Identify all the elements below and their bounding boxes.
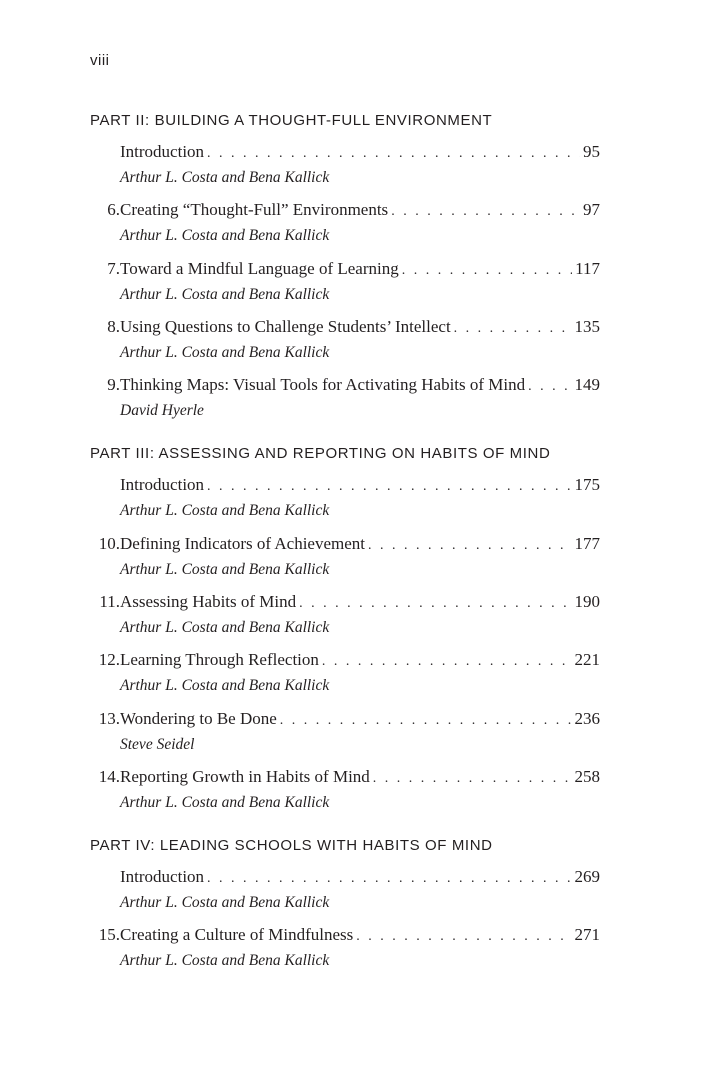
entry-title: Assessing Habits of Mind <box>120 592 297 611</box>
toc-entry[interactable] <box>90 591 600 639</box>
dot-leader <box>454 318 572 340</box>
chapter-number: 15. <box>98 925 120 944</box>
entry-author: Arthur L. Costa and Bena Kallick <box>120 286 330 303</box>
entry-author: Arthur L. Costa and Bena Kallick <box>120 227 330 244</box>
toc-entry[interactable] <box>90 474 600 522</box>
chapter-number: 13. <box>98 709 120 728</box>
entry-page-number: 236 <box>574 709 600 728</box>
toc-entry[interactable] <box>90 141 600 189</box>
dot-leader <box>207 143 580 165</box>
entry-title: Using Questions to Challenge Students’ Intellect <box>120 317 451 336</box>
entry-page-number: 95 <box>583 142 600 161</box>
entry-page-number: 97 <box>583 200 600 219</box>
dot-leader <box>356 926 571 948</box>
dot-leader <box>368 535 571 557</box>
dot-leader <box>207 868 571 890</box>
chapter-number: 10. <box>98 534 120 553</box>
entry-page-number: 258 <box>574 767 600 786</box>
chapter-number: 14. <box>98 767 120 786</box>
entry-page-number: 135 <box>574 317 600 336</box>
dot-leader <box>402 260 572 282</box>
toc-entry[interactable] <box>90 199 600 247</box>
entry-page-number: 177 <box>574 534 600 553</box>
entry-author: Arthur L. Costa and Bena Kallick <box>120 561 330 578</box>
toc-entry[interactable] <box>90 374 600 422</box>
toc-entry[interactable] <box>90 924 600 972</box>
page-folio: viii <box>90 52 110 69</box>
entry-title: Introduction <box>120 867 205 886</box>
dot-leader <box>373 768 572 790</box>
toc-entry[interactable] <box>90 866 600 914</box>
entry-page-number: 190 <box>574 592 600 611</box>
entry-page-number: 271 <box>574 925 600 944</box>
chapter-number: 9. <box>107 375 120 394</box>
part-heading-2: PART II: BUILDING A THOUGHT-FULL ENVIRONMENT <box>90 112 493 129</box>
chapter-number: 12. <box>98 650 120 669</box>
entry-page-number: 269 <box>574 867 600 886</box>
entry-title: Introduction <box>120 142 205 161</box>
entry-author: Arthur L. Costa and Bena Kallick <box>120 794 330 811</box>
dot-leader <box>322 651 572 673</box>
toc-entry[interactable] <box>90 533 600 581</box>
chapter-number: 7. <box>107 259 120 278</box>
entry-author: David Hyerle <box>120 402 204 419</box>
entry-author: Arthur L. Costa and Bena Kallick <box>120 619 330 636</box>
toc-entry[interactable] <box>90 258 600 306</box>
entry-title: Creating “Thought-Full” Environments <box>120 200 389 219</box>
entry-author: Arthur L. Costa and Bena Kallick <box>120 952 330 969</box>
toc-entry[interactable] <box>90 766 600 814</box>
part-heading-4: PART IV: LEADING SCHOOLS WITH HABITS OF MIND <box>90 837 493 854</box>
entry-author: Arthur L. Costa and Bena Kallick <box>120 894 330 911</box>
entry-author: Arthur L. Costa and Bena Kallick <box>120 677 330 694</box>
entry-author: Arthur L. Costa and Bena Kallick <box>120 502 330 519</box>
entry-title: Toward a Mindful Language of Learning <box>120 259 399 278</box>
chapter-number: 6. <box>107 200 120 219</box>
toc-entry[interactable] <box>90 316 600 364</box>
dot-leader <box>528 376 571 398</box>
entry-title: Thinking Maps: Visual Tools for Activating Habits of Mind <box>120 375 526 394</box>
entry-title: Wondering to Be Done <box>120 709 277 728</box>
entry-page-number: 149 <box>574 375 600 394</box>
entry-title: Learning Through Reflection <box>120 650 319 669</box>
dot-leader <box>207 476 571 498</box>
chapter-number: 11. <box>99 592 120 611</box>
dot-leader <box>391 201 580 223</box>
entry-title: Reporting Growth in Habits of Mind <box>120 767 370 786</box>
part-heading-3: PART III: ASSESSING AND REPORTING ON HABITS OF MIND <box>90 445 551 462</box>
entry-title: Introduction <box>120 475 205 494</box>
entry-author: Arthur L. Costa and Bena Kallick <box>120 169 330 186</box>
entry-page-number: 221 <box>574 650 600 669</box>
entry-title: Creating a Culture of Mindfulness <box>120 925 354 944</box>
entry-author: Arthur L. Costa and Bena Kallick <box>120 344 330 361</box>
entry-title: Defining Indicators of Achievement <box>120 534 366 553</box>
dot-leader <box>299 593 571 615</box>
entry-page-number: 175 <box>574 475 600 494</box>
toc-entry[interactable] <box>90 708 600 756</box>
chapter-number: 8. <box>107 317 120 336</box>
entry-author: Steve Seidel <box>120 736 195 753</box>
toc-entry[interactable] <box>90 649 600 697</box>
entry-page-number: 117 <box>575 259 600 278</box>
dot-leader <box>280 710 572 732</box>
